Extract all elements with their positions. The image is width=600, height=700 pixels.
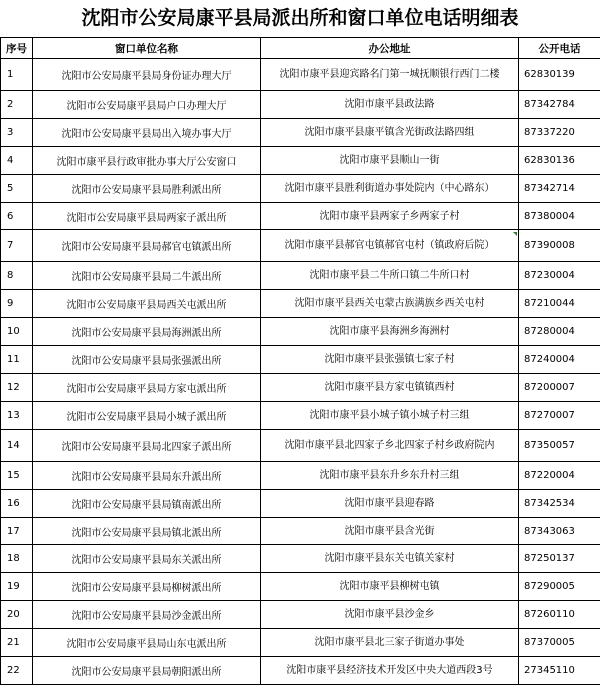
unit-name-cell: 沈阳市公安局康平县局出入境办事大厅 — [33, 118, 261, 146]
table-row — [1, 401, 600, 429]
address-cell: 沈阳市康平县郝官屯镇郝官屯村（镇政府后院） — [261, 230, 519, 262]
address-cell: 沈阳市康平县胜利街道办事处院内（中心路东） — [261, 174, 519, 202]
phone-cell: 87342714 — [519, 174, 600, 202]
row-no-cell: 14 — [1, 429, 33, 461]
row-no-cell: 21 — [1, 629, 33, 657]
table-row — [1, 202, 600, 230]
row-no-cell: 20 — [1, 601, 33, 629]
unit-name-cell: 沈阳市公安局康平县局方家屯派出所 — [33, 374, 261, 402]
cell-comment-marker — [513, 232, 517, 236]
address-cell: 沈阳市康平县经济技术开发区中央大道西段3号 — [261, 657, 519, 685]
row-no-cell: 7 — [1, 230, 33, 262]
address-cell: 沈阳市康平县迎宾路名门第一城抚顺银行西门二楼 — [261, 59, 519, 91]
row-no-cell: 16 — [1, 489, 33, 517]
unit-name-cell: 沈阳市公安局康平县局东关派出所 — [33, 545, 261, 573]
unit-name-cell: 沈阳市公安局康平县局胜利派出所 — [33, 174, 261, 202]
address-cell: 沈阳市康平县小城子镇小城子村三组 — [261, 401, 519, 429]
phone-cell: 87210044 — [519, 290, 600, 318]
table-row — [1, 91, 600, 119]
table-row — [1, 230, 600, 262]
table-row — [1, 429, 600, 461]
row-no-cell: 15 — [1, 461, 33, 489]
row-no-cell: 1 — [1, 59, 33, 91]
phone-cell: 27345110 — [519, 657, 600, 685]
unit-name-cell: 沈阳市公安局康平县局北四家子派出所 — [33, 429, 261, 461]
table-row — [1, 174, 600, 202]
unit-name-cell: 沈阳市公安局康平县局户口办理大厅 — [33, 91, 261, 119]
address-cell: 沈阳市康平县沙金乡 — [261, 601, 519, 629]
table-row — [1, 545, 600, 573]
address-cell: 沈阳市康平县政法路 — [261, 91, 519, 119]
unit-name-cell: 沈阳市公安局康平县局镇南派出所 — [33, 489, 261, 517]
phone-cell: 87270007 — [519, 401, 600, 429]
table-row — [1, 657, 600, 685]
table-row — [1, 318, 600, 346]
address-cell: 沈阳市康平县海洲乡海洲村 — [261, 318, 519, 346]
row-no-cell: 17 — [1, 517, 33, 545]
address-cell: 沈阳市康平县方家屯镇镇西村 — [261, 374, 519, 402]
table-row — [1, 489, 600, 517]
phone-directory-table — [0, 37, 600, 685]
phone-cell: 87280004 — [519, 318, 600, 346]
table-row — [1, 346, 600, 374]
table-row — [1, 601, 600, 629]
phone-cell: 87337220 — [519, 118, 600, 146]
phone-cell: 87380004 — [519, 202, 600, 230]
table-row — [1, 629, 600, 657]
phone-cell: 87230004 — [519, 262, 600, 290]
table-row — [1, 118, 600, 146]
table-row — [1, 517, 600, 545]
row-no-cell: 5 — [1, 174, 33, 202]
row-no-cell: 18 — [1, 545, 33, 573]
phone-cell: 87250137 — [519, 545, 600, 573]
row-no-cell: 22 — [1, 657, 33, 685]
row-no-cell: 2 — [1, 91, 33, 119]
address-cell: 沈阳市康平县张强镇七家子村 — [261, 346, 519, 374]
table-row — [1, 290, 600, 318]
address-cell: 沈阳市康平县北四家子乡北四家子村乡政府院内 — [261, 429, 519, 461]
table-row — [1, 461, 600, 489]
table-row — [1, 262, 600, 290]
phone-cell: 62830136 — [519, 146, 600, 174]
phone-cell: 62830139 — [519, 59, 600, 91]
table-row — [1, 374, 600, 402]
row-no-cell: 8 — [1, 262, 33, 290]
row-no-cell: 11 — [1, 346, 33, 374]
table-row — [1, 59, 600, 91]
unit-name-cell: 沈阳市公安局康平县局海洲派出所 — [33, 318, 261, 346]
header-address: 办公地址 — [261, 38, 519, 59]
page-title: 沈阳市公安局康平县局派出所和窗口单位电话明细表 — [81, 7, 519, 29]
phone-cell: 87342534 — [519, 489, 600, 517]
unit-name-cell: 沈阳市公安局康平县局小城子派出所 — [33, 401, 261, 429]
address-cell: 沈阳市康平县东关屯镇关家村 — [261, 545, 519, 573]
address-cell: 沈阳市康平县柳树屯镇 — [261, 573, 519, 601]
unit-name-cell: 沈阳市公安局康平县局西关屯派出所 — [33, 290, 261, 318]
phone-cell: 87240004 — [519, 346, 600, 374]
row-no-cell: 12 — [1, 374, 33, 402]
header-phone: 公开电话 — [519, 38, 600, 59]
phone-cell: 87200007 — [519, 374, 600, 402]
address-cell: 沈阳市康平县含光街 — [261, 517, 519, 545]
phone-cell: 87390008 — [519, 230, 600, 262]
address-cell: 沈阳市康平县康平镇含光街政法路四组 — [261, 118, 519, 146]
row-no-cell: 13 — [1, 401, 33, 429]
phone-cell: 87343063 — [519, 517, 600, 545]
unit-name-cell: 沈阳市康平县行政审批办事大厅公安窗口 — [33, 146, 261, 174]
address-cell: 沈阳市康平县北三家子街道办事处 — [261, 629, 519, 657]
phone-cell: 87350057 — [519, 429, 600, 461]
unit-name-cell: 沈阳市公安局康平县局二牛派出所 — [33, 262, 261, 290]
phone-cell: 87220004 — [519, 461, 600, 489]
address-cell: 沈阳市康平县东升乡东升村三组 — [261, 461, 519, 489]
row-no-cell: 6 — [1, 202, 33, 230]
row-no-cell: 19 — [1, 573, 33, 601]
header-name: 窗口单位名称 — [33, 38, 261, 59]
row-no-cell: 3 — [1, 118, 33, 146]
unit-name-cell: 沈阳市公安局康平县局东升派出所 — [33, 461, 261, 489]
unit-name-cell: 沈阳市公安局康平县局身份证办理大厅 — [33, 59, 261, 91]
unit-name-cell: 沈阳市公安局康平县局柳树派出所 — [33, 573, 261, 601]
table-row — [1, 146, 600, 174]
unit-name-cell: 沈阳市公安局康平县局朝阳派出所 — [33, 657, 261, 685]
address-cell: 沈阳市康平县二牛所口镇二牛所口村 — [261, 262, 519, 290]
address-cell: 沈阳市康平县两家子乡两家子村 — [261, 202, 519, 230]
phone-cell: 87260110 — [519, 601, 600, 629]
unit-name-cell: 沈阳市公安局康平县局郝官屯镇派出所 — [33, 230, 261, 262]
row-no-cell: 10 — [1, 318, 33, 346]
phone-cell: 87290005 — [519, 573, 600, 601]
phone-cell: 87342784 — [519, 91, 600, 119]
unit-name-cell: 沈阳市公安局康平县局镇北派出所 — [33, 517, 261, 545]
table-header-row — [1, 38, 600, 59]
header-no: 序号 — [1, 38, 33, 59]
address-cell: 沈阳市康平县顺山一街 — [261, 146, 519, 174]
phone-cell: 87370005 — [519, 629, 600, 657]
table-row — [1, 573, 600, 601]
unit-name-cell: 沈阳市公安局康平县局两家子派出所 — [33, 202, 261, 230]
address-cell: 沈阳市康平县迎春路 — [261, 489, 519, 517]
row-no-cell: 9 — [1, 290, 33, 318]
address-cell: 沈阳市康平县西关屯蒙古族满族乡西关屯村 — [261, 290, 519, 318]
row-no-cell: 4 — [1, 146, 33, 174]
unit-name-cell: 沈阳市公安局康平县局沙金派出所 — [33, 601, 261, 629]
unit-name-cell: 沈阳市公安局康平县局山东屯派出所 — [33, 629, 261, 657]
unit-name-cell: 沈阳市公安局康平县局张强派出所 — [33, 346, 261, 374]
